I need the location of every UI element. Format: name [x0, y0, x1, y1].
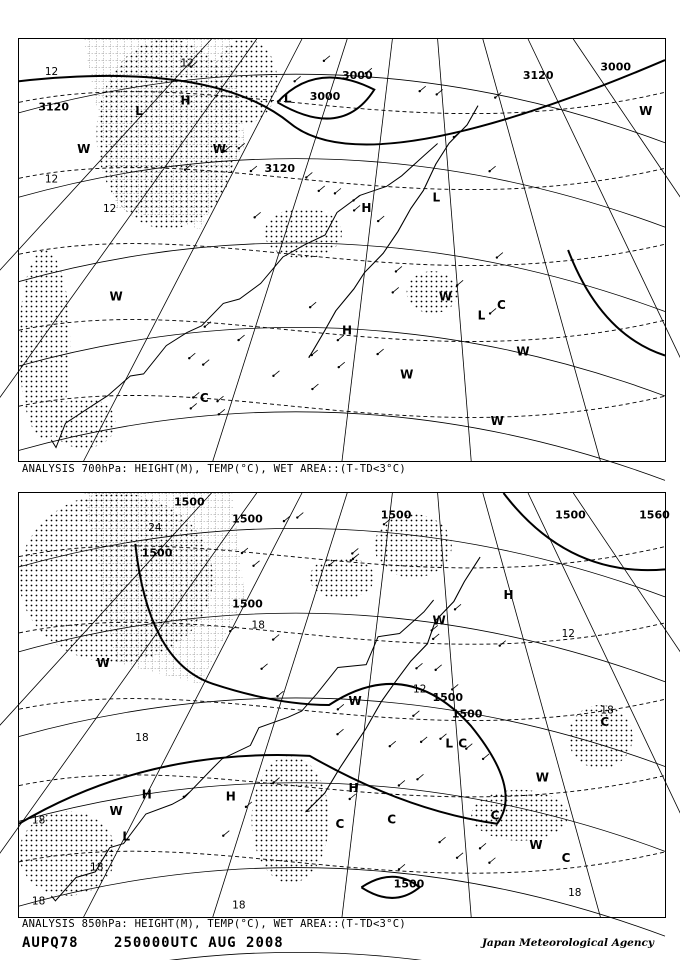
- wind-barb: [440, 837, 446, 842]
- isotherm-label: 18: [568, 886, 582, 899]
- wind-barb: [500, 641, 506, 646]
- height-contour-label: 1500: [432, 690, 464, 704]
- wind-barb: [203, 360, 209, 365]
- wind-barb: [254, 561, 260, 566]
- pressure-system-symbol: H: [361, 201, 372, 216]
- pressure-system-symbol: L: [477, 308, 486, 323]
- wind-barb: [353, 554, 359, 559]
- wind-barb: [306, 172, 312, 177]
- wind-barb: [319, 186, 325, 191]
- wet-area-stipple: [374, 514, 452, 578]
- pressure-system-symbol: W: [639, 103, 653, 118]
- wind-barb: [310, 302, 316, 307]
- pressure-system-symbol: L: [283, 91, 292, 106]
- latitude-line: [19, 327, 665, 396]
- isotherm-label: 12: [44, 173, 59, 186]
- wind-barb: [417, 774, 423, 779]
- pressure-system-symbol: H: [180, 93, 191, 108]
- pressure-system-symbol: W: [96, 655, 110, 670]
- height-contour-label: 1500: [380, 508, 412, 522]
- wind-barb: [189, 353, 195, 358]
- wind-barb: [354, 195, 360, 200]
- wet-area-stipple: [264, 208, 342, 259]
- pressure-system-symbol: C: [199, 390, 209, 405]
- wind-barb: [255, 212, 261, 217]
- wind-barb: [483, 754, 489, 759]
- wind-barb: [297, 513, 303, 518]
- wind-barb: [277, 691, 283, 696]
- map-700hpa-canvas: [19, 39, 665, 461]
- wet-area-stipple: [51, 398, 116, 449]
- height-contour-label: 1500: [141, 546, 173, 560]
- wind-barb: [421, 737, 427, 742]
- height-contour-label: 1500: [174, 495, 205, 509]
- height-contour-label: 3120: [264, 161, 296, 175]
- wind-barb: [399, 864, 405, 869]
- isotherm-label: 18: [251, 619, 265, 632]
- pressure-system-symbol: H: [225, 789, 236, 804]
- pressure-system-symbol: L: [122, 829, 131, 844]
- wind-barb: [466, 744, 472, 749]
- isotherm-label: 12: [44, 65, 59, 78]
- pressure-system-symbol: L: [135, 103, 143, 118]
- height-contour: [504, 493, 666, 570]
- wind-barb: [218, 396, 224, 401]
- pressure-system-symbol: H: [141, 787, 152, 802]
- longitude-line: [573, 493, 680, 917]
- longitude-line: [483, 39, 601, 461]
- chart-identifier: [22, 935, 310, 951]
- wind-barb: [223, 831, 229, 836]
- isotherm: [19, 244, 665, 266]
- pressure-system-symbol: C: [387, 812, 397, 827]
- pressure-system-symbol: C: [561, 850, 571, 865]
- pressure-system-symbol: W: [109, 289, 123, 304]
- wind-barb: [436, 665, 442, 670]
- wind-barb: [390, 741, 396, 746]
- height-contour-label: 1500: [555, 508, 586, 522]
- height-contour: [568, 250, 665, 356]
- isotherm-label: 18: [31, 814, 46, 827]
- height-contour-label: 3120: [522, 69, 554, 83]
- height-contour-label: 1500: [232, 597, 263, 611]
- wind-barb: [480, 843, 486, 848]
- pressure-system-symbol: L: [445, 736, 454, 751]
- latitude-line: [19, 952, 665, 960]
- longitude-line: [438, 39, 472, 461]
- pressure-system-symbol: W: [535, 770, 550, 785]
- wet-area-stipple: [471, 790, 568, 841]
- longitude-line: [528, 39, 680, 461]
- wind-barb: [489, 858, 495, 863]
- isotherm-label: 24: [148, 522, 162, 535]
- wind-barb: [312, 384, 318, 389]
- isotherm: [19, 699, 665, 721]
- pressure-system-symbol: W: [348, 694, 362, 708]
- pressure-system-symbol: W: [529, 838, 543, 853]
- height-contour-label: 1500: [451, 707, 483, 721]
- wind-barb: [433, 634, 439, 639]
- wet-area-stipple: [310, 557, 375, 599]
- height-contour-label: 1500: [393, 877, 425, 891]
- pressure-system-symbol: W: [438, 289, 453, 304]
- wind-barb: [191, 403, 197, 408]
- height-contour-label: 3120: [38, 100, 70, 114]
- wind-barb: [339, 362, 345, 367]
- wind-barb: [490, 166, 496, 171]
- wet-area-stipple: [252, 756, 330, 883]
- pressure-system-symbol: W: [400, 367, 414, 382]
- wind-barb: [396, 266, 402, 271]
- isotherm-label: 18: [232, 899, 246, 912]
- wind-barb: [413, 711, 419, 716]
- wind-barb: [457, 853, 463, 858]
- latitude-line: [19, 698, 665, 767]
- pressure-system-symbol: W: [432, 613, 446, 628]
- chart-code: AUPQ78: [22, 935, 79, 951]
- isotherm-label: 18: [600, 704, 614, 717]
- wind-barb: [251, 166, 257, 171]
- wind-barb: [262, 664, 268, 669]
- caption-850hpa: ANALYSIS 850hPa: HEIGHT(M), TEMP(°C), WET AREA::(T-TD<3°C): [22, 918, 407, 930]
- pressure-system-symbol: W: [490, 414, 504, 429]
- highland-hatch: [84, 39, 246, 229]
- isotherm-label: 12: [561, 628, 576, 641]
- pressure-system-symbol: W: [212, 141, 227, 156]
- wind-barb: [295, 76, 301, 81]
- height-contour-label: 1500: [232, 512, 263, 526]
- wind-barb: [273, 371, 279, 376]
- pressure-system-symbol: C: [335, 816, 345, 831]
- pressure-system-symbol: C: [490, 808, 500, 823]
- wind-barb: [455, 604, 461, 609]
- pressure-system-symbol: H: [342, 323, 353, 338]
- wind-barb: [378, 349, 384, 354]
- longitude-line: [573, 39, 680, 461]
- isotherm-label: 18: [135, 732, 149, 745]
- height-contour-label: 3000: [342, 69, 373, 83]
- wind-barb: [239, 335, 245, 340]
- wind-barb: [457, 280, 463, 285]
- wind-barb: [490, 308, 496, 313]
- height-contour-label: 3000: [600, 60, 632, 74]
- wind-barb: [335, 188, 341, 193]
- wind-barb: [324, 56, 330, 61]
- isotherm-label: 12: [180, 57, 194, 70]
- map-panel-850hpa: [18, 492, 670, 918]
- pressure-system-symbol: H: [348, 780, 359, 795]
- isotherm-label: 18: [90, 861, 104, 874]
- map-panel-700hpa: [18, 38, 666, 462]
- chart-datetime: 250000UTC AUG 2008: [114, 935, 284, 951]
- wind-barb: [399, 780, 405, 785]
- agency-credit: Japan Meteorological Agency: [481, 937, 654, 949]
- map-850hpa-canvas: [19, 493, 670, 917]
- wind-barb: [354, 205, 360, 210]
- wind-barb: [497, 253, 503, 258]
- pressure-system-symbol: W: [516, 344, 530, 359]
- isotherm-label: 12: [102, 203, 117, 216]
- pressure-system-symbol: C: [600, 715, 610, 730]
- pressure-system-symbol: H: [503, 588, 514, 602]
- pressure-system-symbol: W: [109, 804, 123, 819]
- isotherm-label: 18: [31, 895, 46, 908]
- wind-barb: [338, 704, 344, 709]
- wind-barb: [219, 409, 225, 414]
- height-contour-label: 3000: [309, 90, 341, 104]
- isotherm: [19, 775, 665, 797]
- caption-700hpa: ANALYSIS 700hPa: HEIGHT(M), TEMP(°C), WET AREA::(T-TD<3°C): [22, 463, 407, 475]
- wind-barb: [416, 663, 422, 668]
- pressure-system-symbol: C: [458, 736, 468, 751]
- pressure-system-symbol: L: [432, 190, 441, 205]
- isotherm-label: 12: [413, 683, 427, 696]
- wind-barb: [378, 216, 384, 221]
- height-contour-label: 1560: [639, 508, 670, 522]
- wind-barb: [184, 792, 190, 797]
- wind-barb: [420, 86, 426, 91]
- wind-barb: [273, 635, 279, 640]
- wind-barb: [393, 287, 399, 292]
- wind-barb: [352, 548, 358, 553]
- pressure-system-symbol: W: [77, 141, 91, 156]
- wind-barb: [338, 729, 344, 734]
- wind-barb: [193, 392, 199, 397]
- pressure-system-symbol: C: [497, 298, 506, 313]
